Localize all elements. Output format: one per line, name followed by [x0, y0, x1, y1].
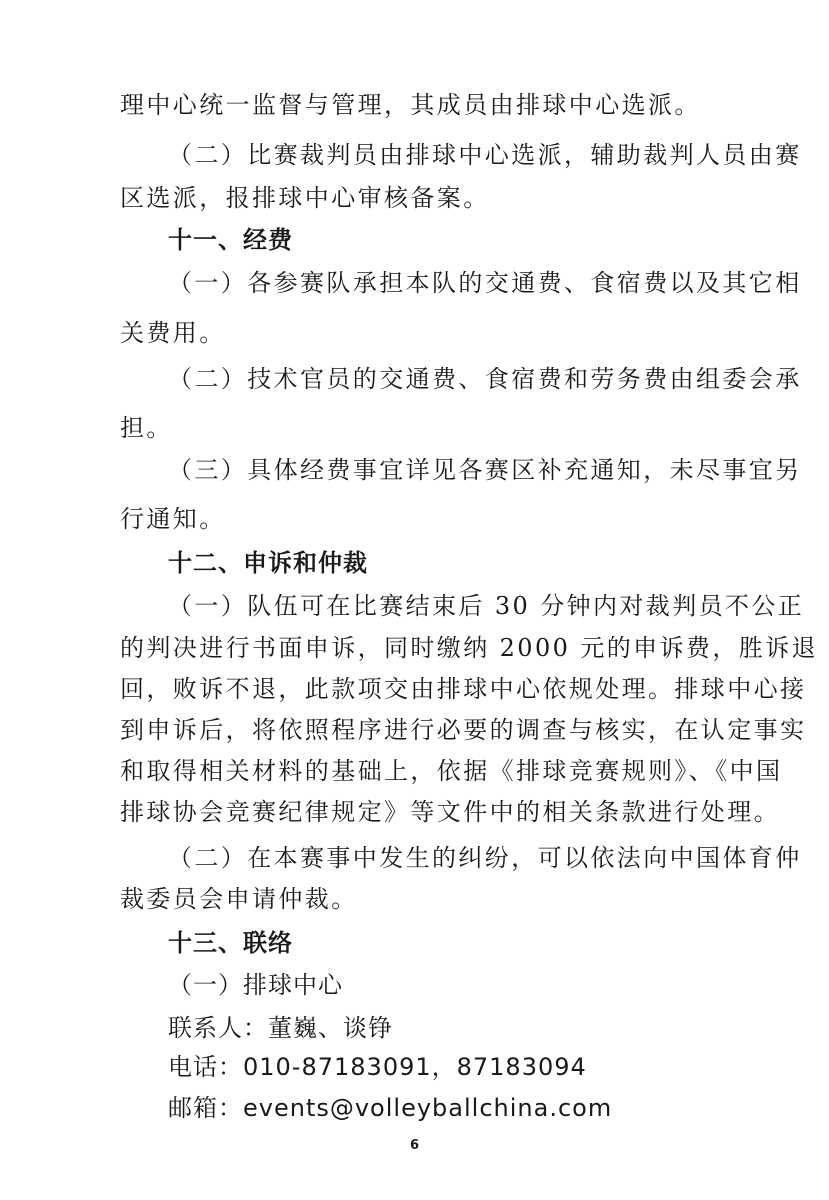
contact-phone: 电话：010-87183091，87183094	[168, 1053, 587, 1081]
paragraph-line: 的判决进行书面申诉，同时缴纳 2000 元的申诉费，胜诉退	[120, 634, 818, 662]
paragraph-line: （二）技术官员的交通费、食宿费和劳务费由组委会承	[168, 365, 802, 393]
paragraph-line: 理中心统一监督与管理，其成员由排球中心选派。	[120, 91, 701, 119]
section-heading: 十一、经费	[168, 226, 293, 254]
contact-email: 邮箱：events@volleyballchina.com	[168, 1094, 613, 1122]
paragraph-line: （二）在本赛事中发生的纠纷，可以依法向中国体育仲	[168, 844, 802, 872]
paragraph-line: （三）具体经费事宜详见各赛区补充通知，未尽事宜另	[168, 456, 802, 484]
section-heading: 十二、申诉和仲裁	[168, 549, 368, 577]
paragraph-line: 区选派，报排球中心审核备案。	[120, 184, 490, 212]
paragraph-line: 和取得相关材料的基础上，依据《排球竞赛规则》、《中国	[120, 757, 783, 785]
paragraph-line: （二）比赛裁判员由排球中心选派，辅助裁判人员由赛	[168, 141, 802, 169]
paragraph-line: 回，败诉不退，此款项交由排球中心依规处理。排球中心接	[120, 675, 807, 703]
paragraph-line: 行通知。	[120, 505, 226, 533]
contact-person: 联系人：董巍、谈铮	[168, 1014, 393, 1042]
paragraph-line: 裁委员会申请仲裁。	[120, 885, 358, 913]
contact-org: （一）排球中心	[168, 971, 343, 999]
paragraph-line: （一）各参赛队承担本队的交通费、食宿费以及其它相	[168, 269, 802, 297]
paragraph-line: 到申诉后，将依照程序进行必要的调查与核实，在认定事实	[120, 716, 807, 744]
paragraph-line: 关费用。	[120, 319, 226, 347]
paragraph-line: （一）队伍可在比赛结束后 30 分钟内对裁判员不公正	[168, 592, 805, 620]
paragraph-line: 排球协会竞赛纪律规定》等文件中的相关条款进行处理。	[120, 798, 780, 826]
section-heading: 十三、联络	[168, 929, 293, 957]
paragraph-line: 担。	[120, 414, 173, 442]
page-number: 6	[409, 1138, 420, 1153]
